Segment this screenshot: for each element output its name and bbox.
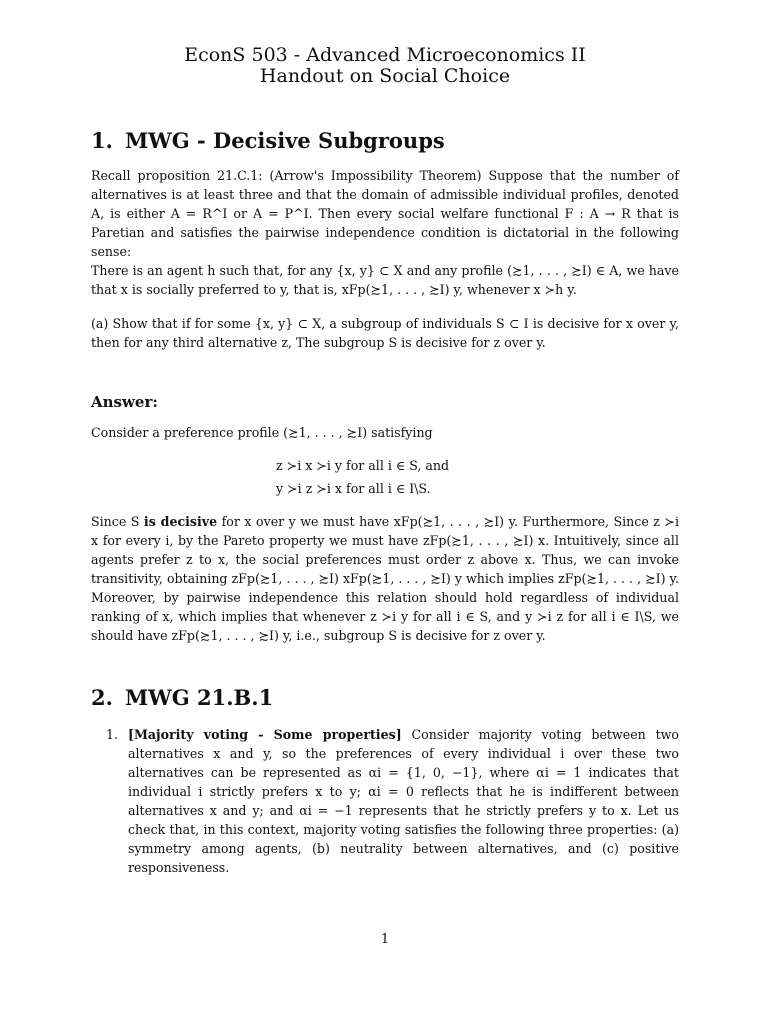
section-2-number: 2. [91,685,113,710]
consider-profile-paragraph: Consider a preference profile (≿1, . . . , ≿I) satisfying [91,425,433,440]
proof-text-start: Since S [91,514,144,529]
exercise-item-title: [Majority voting - Some properties] [128,727,402,742]
part-a-question: (a) Show that if for some {x, y} ⊂ X, a subgroup of individuals S ⊂ I is decisive for x over y, then for any third alternative z, The subgroup S is decisive for z over y. [91,316,679,350]
exercise-list-item [106,725,679,877]
exercise-item-text: Consider majority voting between two alternatives x and y, so the preferences of every individual i over these two alternatives can be represented as αi = {1, 0, −1}, where αi = 1 indicates that individual i strictly prefers x to y; αi = 0 reflects that he is indifferent between alternatives x and y; and αi = −1 represents that he strictly prefers y to x. Let us check that, in this context, majority voting satisfies the following three properties: (a) symmetry among agents, (b) neutrality between alternatives, and (c) positive responsiveness. [128,727,679,875]
preference-equation-1: z ≻i x ≻i y for all i ∈ S, and [276,458,450,473]
section-1-heading [91,129,445,153]
preference-equation-2: y ≻i z ≻i x for all i ∈ I\S. [276,481,431,496]
handout-subtitle: Handout on Social Choice [259,65,511,87]
exercise-item-body [128,725,679,877]
proof-bold-phrase: is decisive [143,514,218,529]
course-title: EconS 503 - Advanced Microeconomics II [184,44,586,66]
dictator-agent-paragraph: There is an agent h such that, for any {x, y} ⊂ X and any profile (≿1, . . . , ≿I) ∈ A, we have that x is socially preferred to y, that is, xFp(≿1, . . . , ≿I) y, whenever x ≻h y. [91,263,679,297]
section-2-heading [91,686,273,710]
section-2-title: MWG 21.B.1 [124,685,274,710]
exercise-item-number: 1. [106,727,119,742]
answer-heading: Answer: [91,393,158,411]
arrow-proposition-paragraph: Recall proposition 21.C.1: (Arrow's Impossibility Theorem) Suppose that the number of alternatives is at least three and that the domain of admissible individual profiles, denoted A, is either A = R^I or A = P^I. Then every social welfare functional F : A → R that is Paretian and satisfies the pairwise independence condition is dictatorial in the following sense: [91,168,679,259]
decisive-proof-paragraph [91,512,679,645]
section-1-number: 1. [91,128,113,153]
page-number: 1 [380,932,390,947]
proof-text-rest: for x over y we must have xFp(≿1, . . . , ≿I) y. Furthermore, Since z ≻i x for every i, by the Pareto property we must have zFp(≿1, . . . , ≿I) x. Intuitively, since all agents prefer z to x, the social preferences must order z above x. Thus, we can invoke transitivity, obtaining zFp(≿1, . . . , ≿I) xFp(≿1, . . . , ≿I) y which implies zFp(≿1, . . . , ≿I) y. Moreover, by pairwise independence this relation should hold regardless of individual ranking of x, which implies that whenever z ≻i y for all i ∈ S, and y ≻i z for all i ∈ I\S, we should have zFp(≿1, . . . , ≿I) y, i.e., subgroup S is decisive for z over y. [91,514,680,643]
section-1-title: MWG - Decisive Subgroups [124,128,445,153]
